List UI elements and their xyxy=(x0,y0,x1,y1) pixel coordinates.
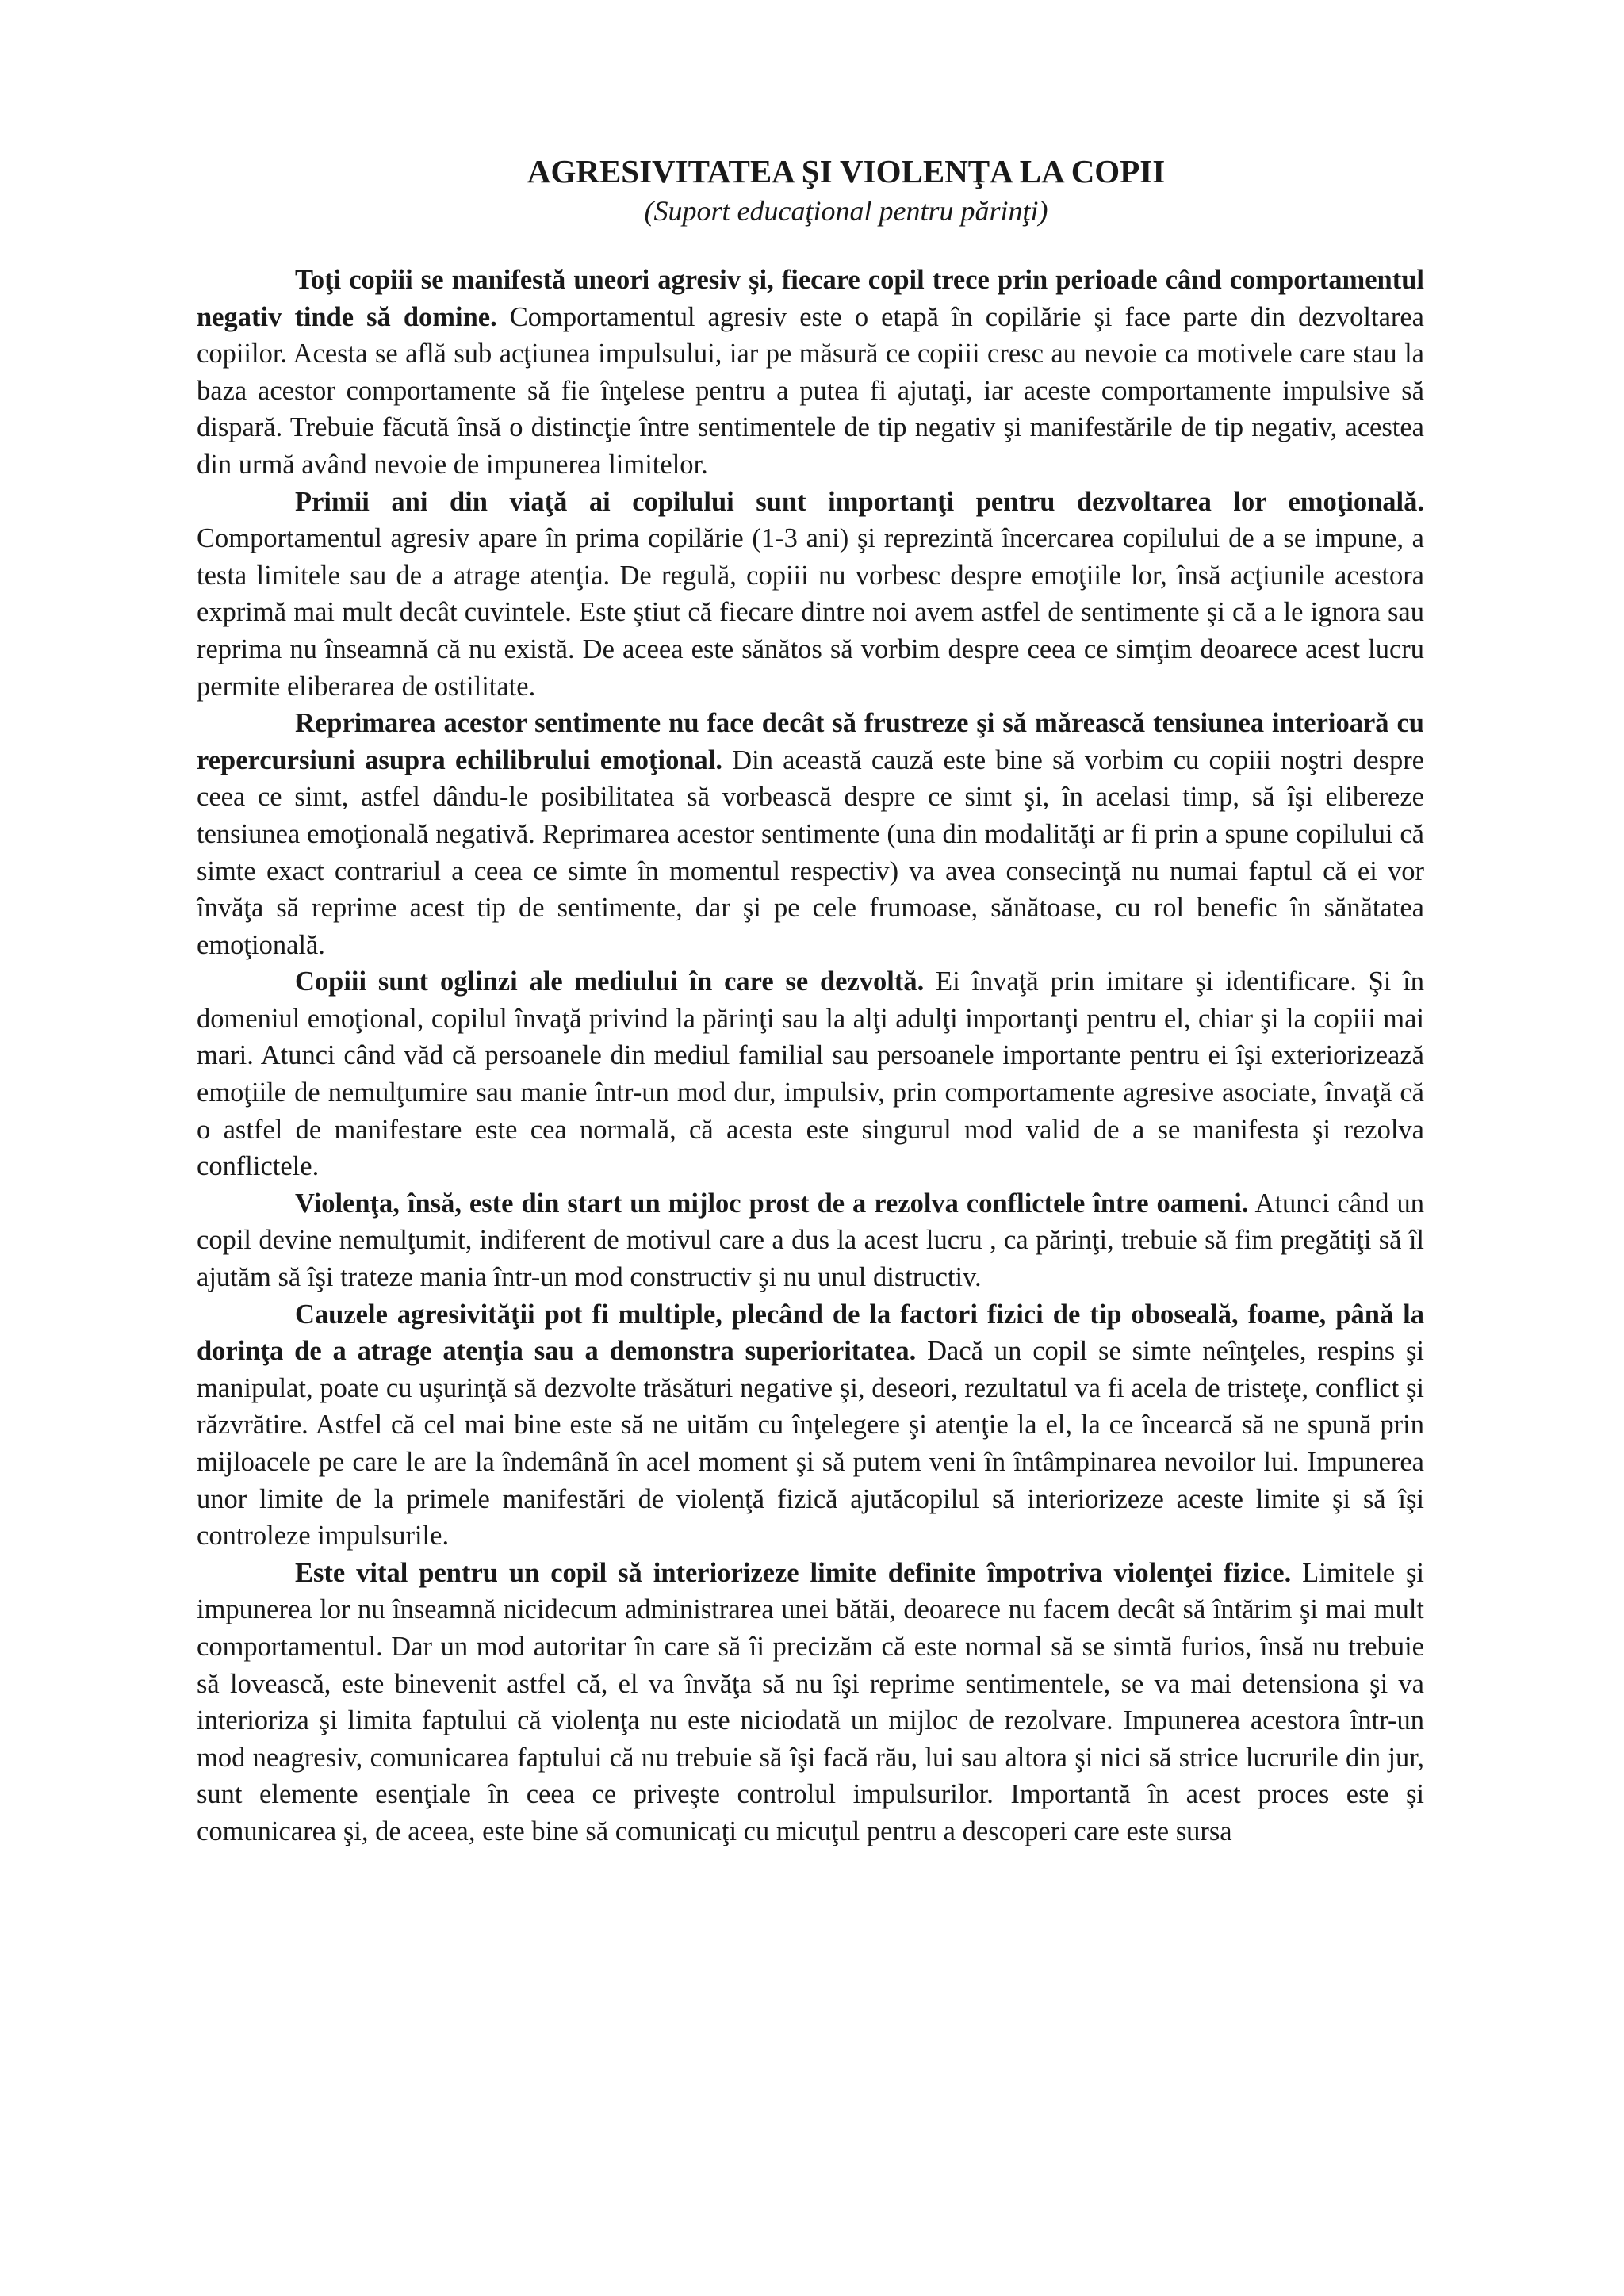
paragraph xyxy=(197,963,1424,1185)
document-page xyxy=(197,151,1424,1850)
paragraph-body: Dacă un copil se simte neînţeles, respins şi manipulat, poate cu uşurinţă să dezvolte trăsături negative şi, deseori, rezultatul va fi acela de tristeţe, conflict şi răzvrătire. Astfel că cel mai bine este să ne uităm cu înţelegere şi atenţie la el, la ce încearcă să ne spună prin mijloacele pe care le are la îndemână în acel moment şi să putem veni în întâmpinarea nevoilor lui. Impunerea unor limite de la primele manifestări de violenţă fizică ajutăcopilul să interiorizeze aceste limite şi să îşi controleze impulsurile. xyxy=(197,1336,1424,1552)
paragraph-body: Limitele şi impunerea lor nu înseamnă nicidecum administrarea unei bătăi, deoarece nu facem decât să întărim şi mai mult comportamentul. Dar un mod autoritar în care să îi precizăm că este normal să se simtă furios, însă nu trebuie să lovească, este binevenit astfel că, el va învăţa să nu îşi reprime sentimentele, se va mai detensiona şi va interioriza şi limita faptului că violenţa nu este niciodată un mijloc de rezolvare. Impunerea acestora într-un mod neagresiv, comunicarea faptului că nu trebuie să îşi facă rău, lui sau altora şi nici să strice lucrurile din jur, sunt elemente esenţiale în ceea ce priveşte controlul impulsurilor. Importantă în acest proces este şi comunicarea şi, de aceea, este bine să comunicaţi cu micuţul pentru a descoperi care este sursa xyxy=(197,1557,1424,1846)
paragraph-lead: Reprimarea acestor sentimente nu face decât să frustreze şi să mărească tensiunea interioară cu repercursiuni asupra echilibrului emoţional. xyxy=(197,708,1424,775)
paragraph-body: Din această cauză este bine să vorbim cu copiii noştri despre ceea ce simt, astfel dându-le posibilitatea să vorbească despre ce simt şi, în acelasi timp, să îşi elibereze tensiunea emoţională negativă. Reprimarea acestor sentimente (una din modalităţi ar fi prin a spune copilului că simte exact contrariul a ceea ce simte în momentul respectiv) va avea consecinţă nu numai faptul că ei vor învăţa să reprime acest tip de sentimente, dar şi pe cele frumoase, sănătoase, cu rol benefic în sănătatea emoţională. xyxy=(197,744,1424,960)
paragraph xyxy=(197,705,1424,963)
paragraph-body: Atunci când un copil devine nemulţumit, indiferent de motivul care a dus la acest lucru , ca părinţi, trebuie să fim pregătiţi să îl ajutăm să îşi trateze mania într-un mod constructiv şi nu unul distructiv. xyxy=(197,1188,1424,1293)
paragraph xyxy=(197,484,1424,706)
paragraph-body: Ei învaţă prin imitare şi identificare. Şi în domeniul emoţional, copilul învaţă privind la părinţi sau la alţi adulţi importanţi pentru el, chiar şi la copiii mai mari. Atunci când văd că persoanele din mediul familial sau persoanele importante pentru ei îşi exteriorizează emoţiile de nemulţumire sau manie într-un mod dur, impulsiv, prin comportamente agresive asociate, învaţă că o astfel de manifestare este cea normală, că acesta este singurul mod valid de a se manifesta şi rezolva conflictele. xyxy=(197,966,1424,1182)
paragraph xyxy=(197,262,1424,484)
paragraph-lead: Este vital pentru un copil să interiorizeze limite definite împotriva violenţei fizice. xyxy=(295,1557,1292,1588)
paragraph xyxy=(197,1185,1424,1296)
paragraph-lead: Toţi copiii se manifestă uneori agresiv şi, fiecare copil trece prin perioade când comportamentul negativ tinde să domine. xyxy=(197,265,1424,332)
paragraph-lead: Violenţa, însă, este din start un mijloc prost de a rezolva conflictele între oameni. xyxy=(295,1188,1249,1219)
paragraph xyxy=(197,1296,1424,1555)
paragraph-lead: Cauzele agresivităţii pot fi multiple, plecând de la factori fizici de tip oboseală, foame, până la dorinţa de a atrage atenţia sau a demonstra superioritatea. xyxy=(197,1299,1424,1367)
paragraph-body: Comportamentul agresiv apare în prima copilărie (1-3 ani) şi reprezintă încercarea copilului de a se impune, a testa limitele sau de a atrage atenţia. De regulă, copiii nu vorbesc despre emoţiile lor, însă acţiunile acestora exprimă mai mult decât cuvintele. Este ştiut că fiecare dintre noi avem astfel de sentimente şi că a le ignora sau reprima nu înseamnă că nu există. De aceea este sănătos să vorbim despre ceea ce simţim deoarece acest lucru permite eliberarea de ostilitate. xyxy=(197,523,1424,702)
paragraph-lead: Primii ani din viaţă ai copilului sunt importanţi pentru dezvoltarea lor emoţională. xyxy=(295,486,1424,517)
document-title: AGRESIVITATEA ŞI VIOLENŢA LA COPII xyxy=(527,153,1166,189)
paragraph xyxy=(197,1555,1424,1850)
document-subtitle: (Suport educaţional pentru părinţi) xyxy=(644,195,1048,227)
paragraph-lead: Copiii sunt oglinzi ale mediului în care se dezvoltă. xyxy=(295,966,925,997)
paragraph-body: Comportamentul agresiv este o etapă în copilărie şi face parte din dezvoltarea copiilor. Acesta se află sub acţiunea impulsului, iar pe măsură ce copiii cresc au nevoie ca motivele care stau la baza acestor comportamente să fie înţelese pentru a putea fi ajutaţi, iar aceste comportamente impulsive să dispară. Trebuie făcută însă o distincţie între sentimentele de tip negativ şi manifestările de tip negativ, acestea din urmă având nevoie de impunerea limitelor. xyxy=(197,301,1424,480)
